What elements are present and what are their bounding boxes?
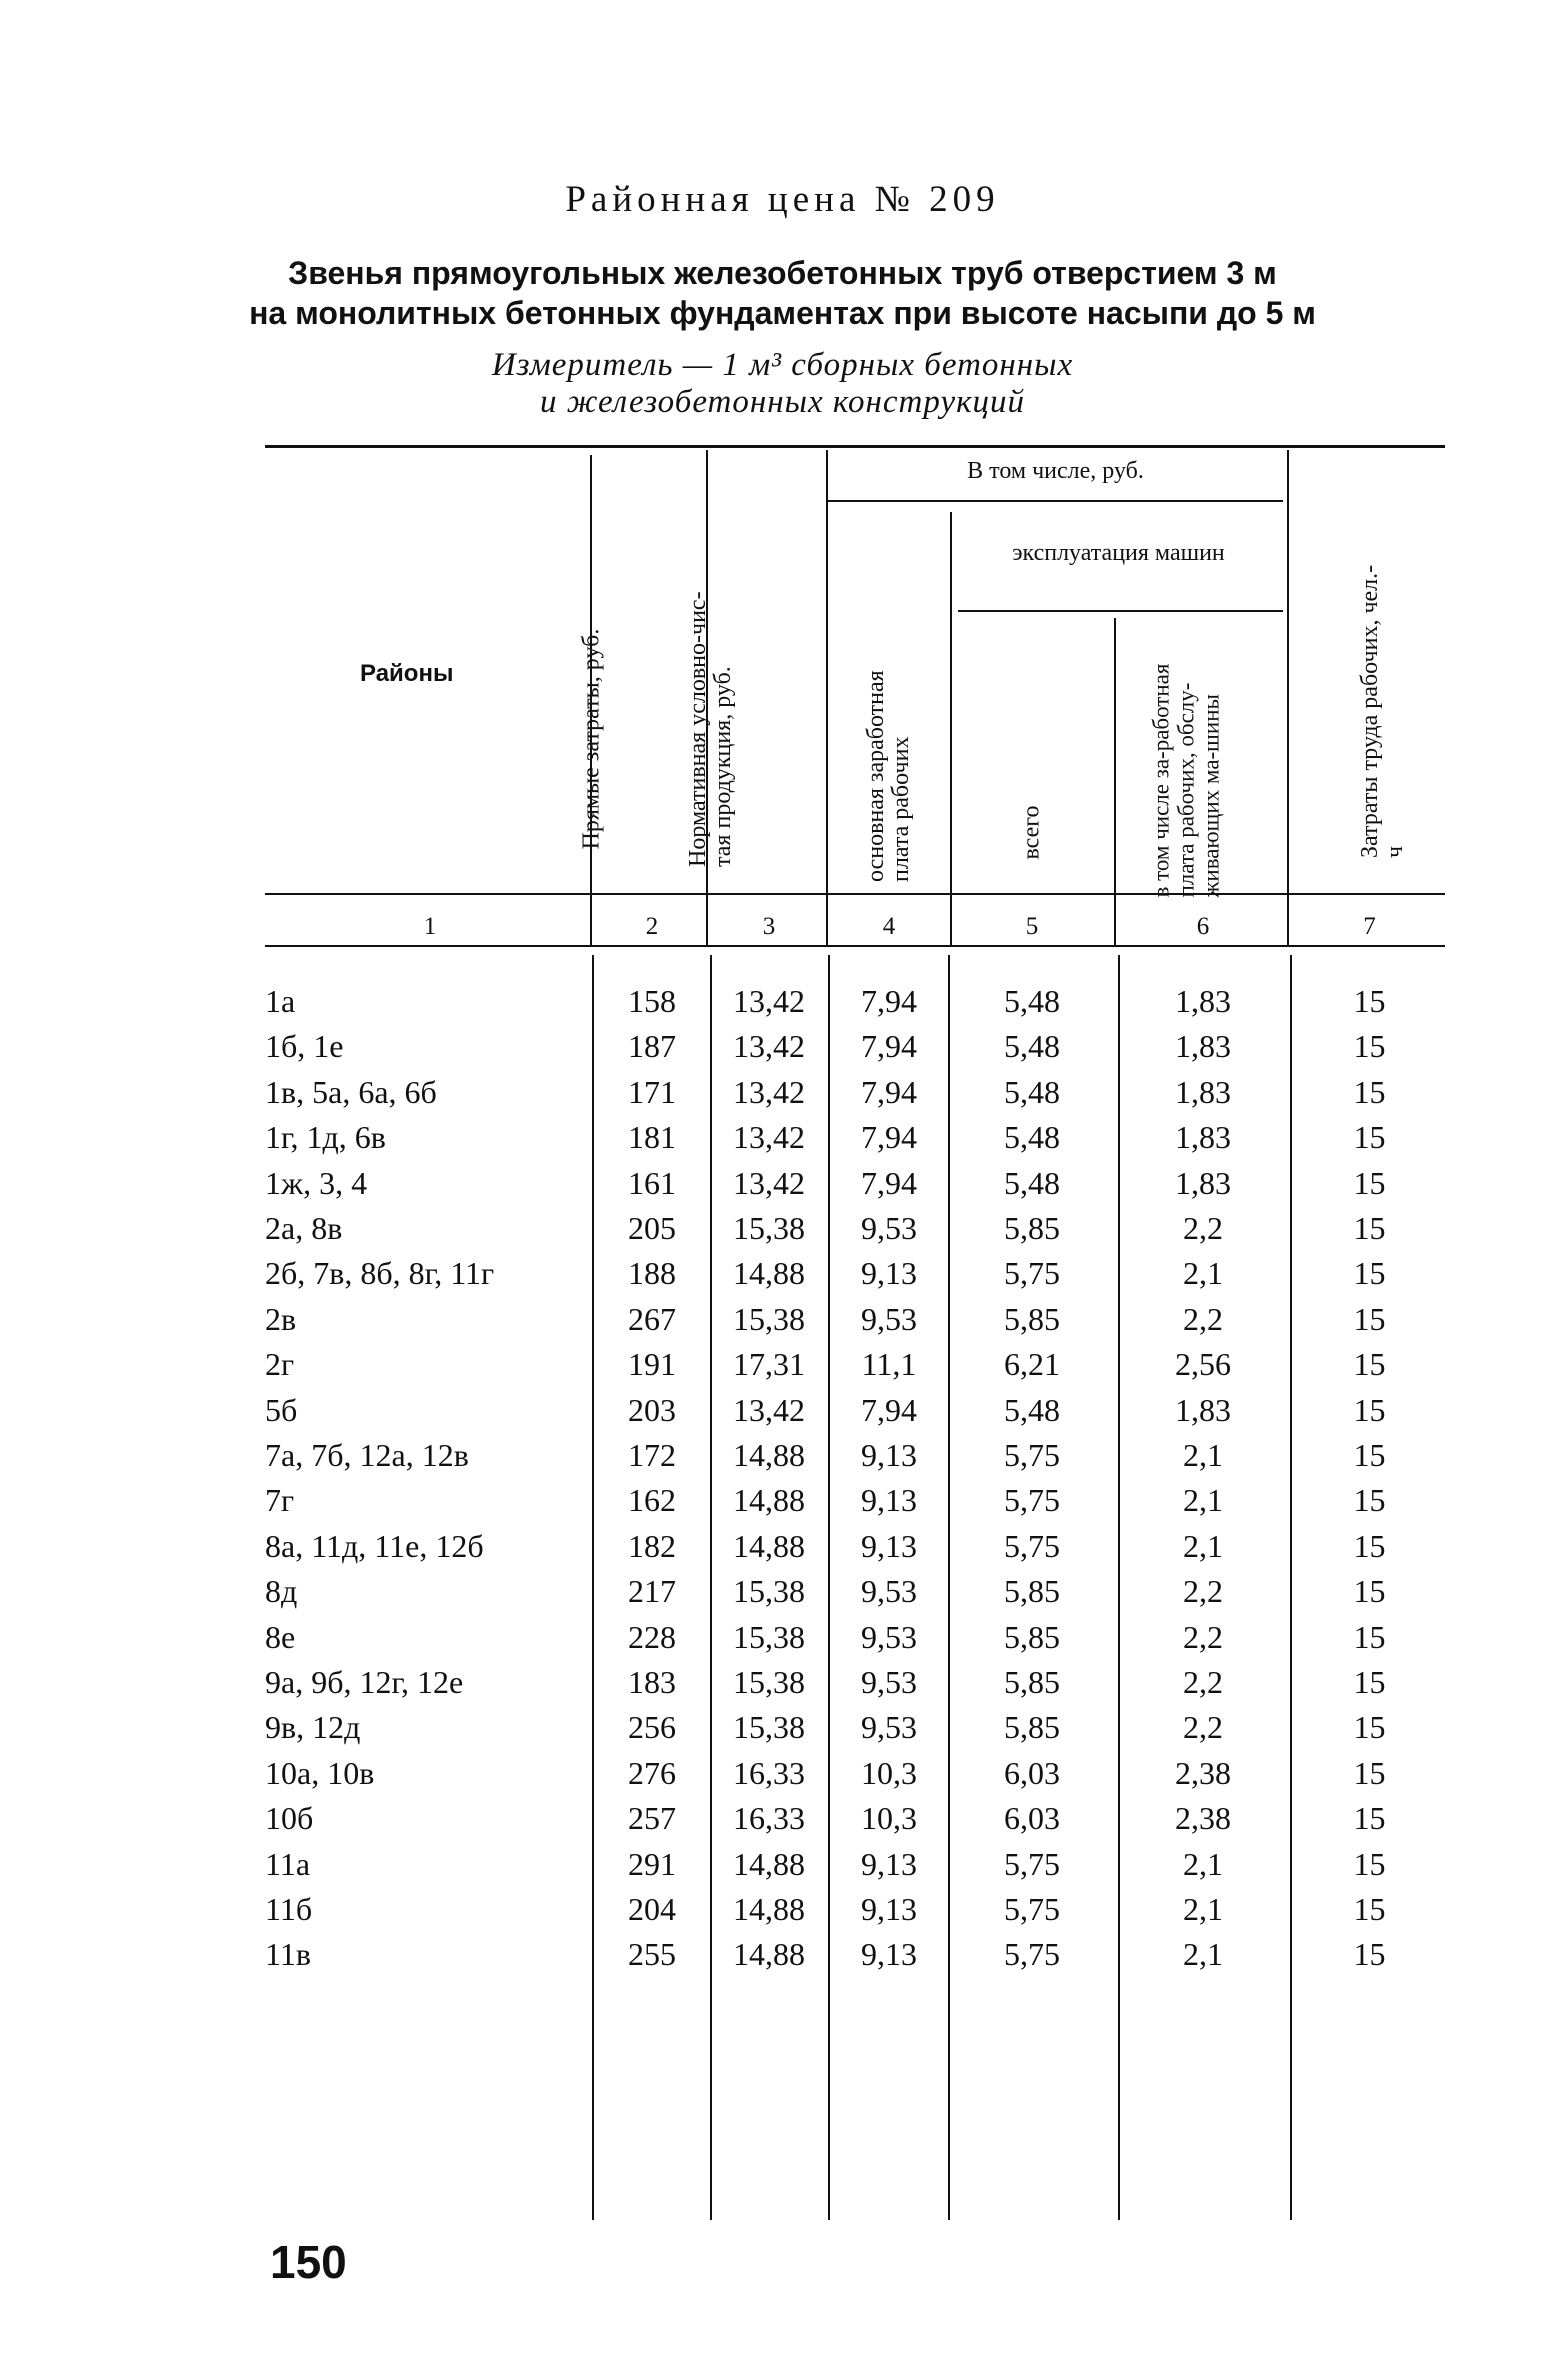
table-cell: 183 xyxy=(628,1664,676,1700)
column-number-3: 3 xyxy=(762,913,776,940)
table-cell: 14,88 xyxy=(733,1891,805,1927)
table-cell: 5,85 xyxy=(1004,1573,1060,1610)
table-cell: 5,48 xyxy=(1004,1028,1060,1065)
table-cell: 1б, 1е xyxy=(265,1028,344,1065)
table-cell: 10б xyxy=(265,1800,314,1837)
table-cell: 8е xyxy=(265,1618,296,1655)
table-cell: 5,75 xyxy=(1004,1891,1060,1927)
page-number: 150 xyxy=(270,2236,347,2288)
table-cell: 15,38 xyxy=(733,1573,805,1610)
table-cell: 1в, 5а, 6а, 6б xyxy=(265,1073,437,1110)
table-cell: 11в xyxy=(265,1936,311,1973)
table-row xyxy=(0,1255,1565,1300)
table-cell: 267 xyxy=(628,1300,676,1337)
table-cell: 14,88 xyxy=(733,1936,805,1973)
table-cell: 9,13 xyxy=(861,1845,917,1882)
table-row xyxy=(0,1755,1565,1800)
table-cell: 203 xyxy=(628,1391,676,1428)
table-cell: 276 xyxy=(628,1754,676,1791)
table-cell: 15 xyxy=(1353,1664,1386,1700)
table-cell: 2,1 xyxy=(1183,1437,1223,1473)
table-cell: 7а, 7б, 12а, 12в xyxy=(265,1437,469,1473)
table-cell: 15 xyxy=(1353,1437,1386,1473)
table-cell: 10,3 xyxy=(861,1800,917,1837)
table-cell: 11б xyxy=(265,1891,313,1927)
table-cell: 14,88 xyxy=(733,1482,805,1519)
table-row xyxy=(0,1709,1565,1754)
table-cell: 5,85 xyxy=(1004,1709,1060,1746)
column-number-4: 4 xyxy=(882,913,896,940)
table-cell: 5,85 xyxy=(1004,1210,1060,1246)
table-row xyxy=(0,983,1565,1028)
table-cell: 11,1 xyxy=(861,1346,917,1383)
table-cell: 9,13 xyxy=(861,1527,917,1564)
table-cell: 2,1 xyxy=(1183,1482,1223,1519)
table-cell: 204 xyxy=(628,1891,676,1927)
table-cell: 15,38 xyxy=(733,1210,805,1246)
table-row xyxy=(0,1437,1565,1482)
table-cell: 9,13 xyxy=(861,1437,917,1473)
table-cell: 6,03 xyxy=(1004,1754,1060,1791)
subject-line-2: на монолитных бетонных фундаментах при высоте насыпи до 5 м xyxy=(249,295,1316,331)
table-cell: 9,53 xyxy=(861,1618,917,1655)
table-cell: 1,83 xyxy=(1175,983,1231,1019)
table-cell: 9,13 xyxy=(861,1936,917,1973)
table-row xyxy=(0,1482,1565,1527)
table-cell: 7,94 xyxy=(861,1164,917,1201)
table-cell: 13,42 xyxy=(733,1028,805,1065)
table-cell: 2,2 xyxy=(1183,1210,1223,1246)
table-cell: 256 xyxy=(628,1709,676,1746)
table-cell: 188 xyxy=(628,1255,676,1292)
table-cell: 5,48 xyxy=(1004,1073,1060,1110)
table-cell: 13,42 xyxy=(733,1073,805,1110)
table-cell: 7,94 xyxy=(861,1028,917,1065)
table-row xyxy=(0,1165,1565,1210)
table-cell: 13,42 xyxy=(733,1164,805,1201)
table-cell: 7,94 xyxy=(861,1119,917,1156)
column-number-2: 2 xyxy=(645,913,659,940)
table-cell: 1а xyxy=(265,983,296,1019)
table-cell: 13,42 xyxy=(733,1119,805,1156)
table-cell: 181 xyxy=(628,1119,676,1156)
table-cell: 16,33 xyxy=(733,1800,805,1837)
table-cell: 2,1 xyxy=(1183,1255,1223,1292)
table-cell: 10,3 xyxy=(861,1754,917,1791)
table-cell: 15 xyxy=(1353,1527,1386,1564)
table-cell: 291 xyxy=(628,1845,676,1882)
table-cell: 15,38 xyxy=(733,1618,805,1655)
table-cell: 15 xyxy=(1353,1891,1386,1927)
table-row xyxy=(0,1846,1565,1891)
table-cell: 5,48 xyxy=(1004,1391,1060,1428)
table-cell: 2,2 xyxy=(1183,1300,1223,1337)
header-base-wage: основная заработная плата рабочих xyxy=(863,670,914,882)
table-cell: 9,13 xyxy=(861,1482,917,1519)
column-number-7: 7 xyxy=(1363,913,1376,940)
table-cell: 5,85 xyxy=(1004,1300,1060,1337)
table-cell: 191 xyxy=(628,1346,676,1383)
table-cell: 182 xyxy=(628,1527,676,1564)
header-machine-wage: в том числе за-работная плата рабочих, обслу-живающих ма-шины xyxy=(1148,663,1224,898)
table-cell: 6,03 xyxy=(1004,1800,1060,1837)
table-cell: 9,53 xyxy=(861,1210,917,1246)
table-cell: 187 xyxy=(628,1028,676,1065)
table-cell: 13,42 xyxy=(733,983,805,1019)
table-row xyxy=(0,1800,1565,1845)
table-cell: 8а, 11д, 11е, 12б xyxy=(265,1527,484,1564)
table-cell: 15 xyxy=(1353,1482,1386,1519)
table-row xyxy=(0,1074,1565,1119)
table-cell: 2,2 xyxy=(1183,1573,1223,1610)
table-cell: 15 xyxy=(1353,1073,1386,1110)
header-group-rub: В том числе, руб. xyxy=(967,458,1144,484)
table-cell: 7,94 xyxy=(861,1391,917,1428)
table-cell: 15 xyxy=(1353,1210,1386,1246)
table-cell: 5,75 xyxy=(1004,1527,1060,1564)
table-cell: 2,56 xyxy=(1175,1346,1231,1383)
unit-line-1: Измеритель — 1 м³ сборных бетонных xyxy=(491,347,1074,383)
header-normative-output: Нормативная условно-чис-тая продукция, руб. xyxy=(685,591,736,867)
table-cell: 13,42 xyxy=(733,1391,805,1428)
table-cell: 14,88 xyxy=(733,1845,805,1882)
table-cell: 5,75 xyxy=(1004,1482,1060,1519)
table-cell: 2,1 xyxy=(1183,1936,1223,1973)
table-cell: 8д xyxy=(265,1573,298,1610)
unit-line-2: и железобетонных конструкций xyxy=(539,384,1026,420)
table-cell: 2,2 xyxy=(1183,1709,1223,1746)
table-cell: 2в xyxy=(265,1300,297,1337)
table-cell: 228 xyxy=(628,1618,676,1655)
table-row xyxy=(0,1392,1565,1437)
table-cell: 16,33 xyxy=(733,1754,805,1791)
table-cell: 205 xyxy=(628,1210,676,1246)
table-cell: 15 xyxy=(1353,1255,1386,1292)
table-cell: 15,38 xyxy=(733,1709,805,1746)
table-cell: 5,85 xyxy=(1004,1618,1060,1655)
table-cell: 15 xyxy=(1353,1618,1386,1655)
table-cell: 5,85 xyxy=(1004,1664,1060,1700)
header-direct-costs: Прямые затраты, руб. xyxy=(578,628,605,850)
table-cell: 2,2 xyxy=(1183,1664,1223,1700)
table-cell: 255 xyxy=(628,1936,676,1973)
table-row xyxy=(0,1891,1565,1936)
table-cell: 15 xyxy=(1353,1709,1386,1746)
table-row xyxy=(0,1573,1565,1618)
price-title: Районная цена № 209 xyxy=(565,179,1000,220)
table-cell: 15 xyxy=(1353,1800,1386,1837)
table-cell: 14,88 xyxy=(733,1255,805,1292)
table-cell: 1,83 xyxy=(1175,1073,1231,1110)
table-row xyxy=(0,1119,1565,1164)
column-number-5: 5 xyxy=(1025,913,1039,940)
table-row xyxy=(0,1528,1565,1573)
table-cell: 9в, 12д xyxy=(265,1709,361,1746)
subject-line-1: Звенья прямоугольных железобетонных труб отверстием 3 м xyxy=(288,255,1277,291)
table-cell: 2,38 xyxy=(1175,1800,1231,1837)
table-cell: 15 xyxy=(1353,1754,1386,1791)
table-cell: 14,88 xyxy=(733,1437,805,1473)
table-cell: 9,53 xyxy=(861,1709,917,1746)
table-cell: 5б xyxy=(265,1391,298,1428)
header-total: всего xyxy=(1018,805,1045,860)
table-cell: 1,83 xyxy=(1175,1391,1231,1428)
table-cell: 5,75 xyxy=(1004,1437,1060,1473)
table-cell: 5,48 xyxy=(1004,1164,1060,1201)
column-number-6: 6 xyxy=(1196,913,1210,940)
table-cell: 1,83 xyxy=(1175,1119,1231,1156)
table-cell: 2,38 xyxy=(1175,1754,1231,1791)
table-cell: 11а xyxy=(265,1845,311,1882)
table-cell: 15 xyxy=(1353,1164,1386,1201)
table-row xyxy=(0,1210,1565,1255)
table-cell: 2б, 7в, 8б, 8г, 11г xyxy=(265,1255,495,1292)
table-cell: 7,94 xyxy=(861,983,917,1019)
table-cell: 7,94 xyxy=(861,1073,917,1110)
header-labor-cost: Затраты труда рабочих, чел.-ч xyxy=(1357,564,1408,858)
table-cell: 15 xyxy=(1353,1845,1386,1882)
table-cell: 15 xyxy=(1353,1119,1386,1156)
table-cell: 6,21 xyxy=(1004,1346,1060,1383)
table-cell: 2г xyxy=(265,1346,295,1383)
table-cell: 172 xyxy=(628,1437,676,1473)
table-cell: 15 xyxy=(1353,1346,1386,1383)
header-machine-operation: эксплуатация машин xyxy=(1012,540,1225,566)
table-cell: 9,13 xyxy=(861,1891,917,1927)
table-cell: 9а, 9б, 12г, 12е xyxy=(265,1664,464,1700)
table-cell: 5,48 xyxy=(1004,1119,1060,1156)
table-row xyxy=(0,1619,1565,1664)
table-cell: 2,2 xyxy=(1183,1618,1223,1655)
table-cell: 15 xyxy=(1353,1936,1386,1973)
table-cell: 15 xyxy=(1353,1391,1386,1428)
table-cell: 9,13 xyxy=(861,1255,917,1292)
table-cell: 257 xyxy=(628,1800,676,1837)
table-row xyxy=(0,1664,1565,1709)
table-cell: 161 xyxy=(628,1164,676,1201)
table-cell: 1г, 1д, 6в xyxy=(265,1119,386,1156)
table-cell: 15 xyxy=(1353,1300,1386,1337)
table-row xyxy=(0,1301,1565,1346)
table-row xyxy=(0,1936,1565,1981)
table-cell: 14,88 xyxy=(733,1527,805,1564)
table-cell: 10а, 10в xyxy=(265,1754,375,1791)
table-row xyxy=(0,1346,1565,1391)
table-cell: 217 xyxy=(628,1573,676,1610)
table-row xyxy=(0,1028,1565,1073)
table-cell: 17,31 xyxy=(733,1346,805,1383)
table-cell: 9,53 xyxy=(861,1573,917,1610)
table-cell: 15,38 xyxy=(733,1300,805,1337)
table-cell: 7г xyxy=(265,1482,295,1519)
table-cell: 2,1 xyxy=(1183,1845,1223,1882)
table-cell: 15 xyxy=(1353,1028,1386,1065)
table-cell: 5,75 xyxy=(1004,1936,1060,1973)
table-cell: 162 xyxy=(628,1482,676,1519)
table-cell: 5,75 xyxy=(1004,1845,1060,1882)
table-cell: 15 xyxy=(1353,983,1386,1019)
table-cell: 2а, 8в xyxy=(265,1210,343,1246)
table-cell: 158 xyxy=(628,983,676,1019)
table-cell: 5,48 xyxy=(1004,983,1060,1019)
table-cell: 9,53 xyxy=(861,1664,917,1700)
column-number-1: 1 xyxy=(423,913,437,940)
table-cell: 15 xyxy=(1353,1573,1386,1610)
table-cell: 2,1 xyxy=(1183,1891,1223,1927)
table-cell: 1,83 xyxy=(1175,1164,1231,1201)
table-cell: 15,38 xyxy=(733,1664,805,1700)
table-cell: 5,75 xyxy=(1004,1255,1060,1292)
table-cell: 2,1 xyxy=(1183,1527,1223,1564)
table-cell: 1ж, 3, 4 xyxy=(265,1164,368,1201)
table-cell: 171 xyxy=(628,1073,676,1110)
table-cell: 1,83 xyxy=(1175,1028,1231,1065)
table-cell: 9,53 xyxy=(861,1300,917,1337)
header-regions: Районы xyxy=(360,660,454,687)
